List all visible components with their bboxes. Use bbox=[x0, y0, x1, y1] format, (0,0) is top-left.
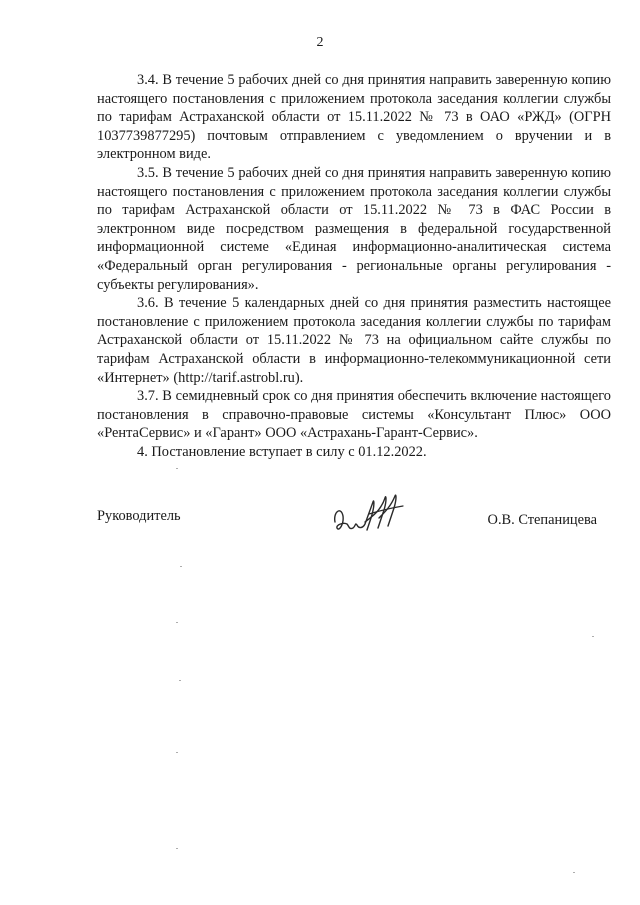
handwritten-signature-icon bbox=[329, 492, 411, 540]
paragraph-3-4: 3.4. В течение 5 рабочих дней со дня принятия направить заверенную копию настоящего постановления с приложением протокола заседания коллегии службы по тарифам Астраханской области от 15.11.2022 № 73 в ОАО «РЖД» (ОГРН 1037739877295) почтовым отправлением с уведомлением о вручении и в электронном виде. bbox=[97, 72, 611, 163]
paragraph-3-7: 3.7. В семидневный срок со дня принятия обеспечить включение настоящего постановления в справочно-правовые системы «Консультант Плюс» ООО «РентаСервис» и «Гарант» ООО «Астрахань-Гарант-Сервис». bbox=[97, 388, 611, 442]
paragraph-3-6: 3.6. В течение 5 календарных дней со дня принятия разместить настоящее постановление с приложением протокола заседания коллегии службы по тарифам Астраханской области от 15.11.2022 № 73 на официальном сайте службы по тарифам Астраханской области в информационно-телекоммуникационной сети «Интернет» (http://tarif.astrobl.ru). bbox=[97, 295, 611, 386]
document-body bbox=[97, 71, 611, 461]
signature-block bbox=[97, 496, 611, 548]
signatory-name: О.В. Степаницева bbox=[487, 512, 597, 528]
paragraph-3-5: 3.5. В течение 5 рабочих дней со дня принятия направить заверенную копию настоящего постановления с приложением протокола заседания коллегии службы по тарифам Астраханской области от 15.11.2022 № 73 в ФАС России в электронном виде посредством размещения в федеральной государственной информационной системе «Единая информационно-аналитическая система «Федеральный орган регулирования - региональные органы регулирования - субъекты регулирования». bbox=[97, 164, 611, 293]
page-number: 2 bbox=[316, 35, 324, 50]
paragraph-4: 4. Постановление вступает в силу с 01.12.2022. bbox=[137, 443, 427, 460]
signatory-title: Руководитель bbox=[97, 508, 181, 524]
